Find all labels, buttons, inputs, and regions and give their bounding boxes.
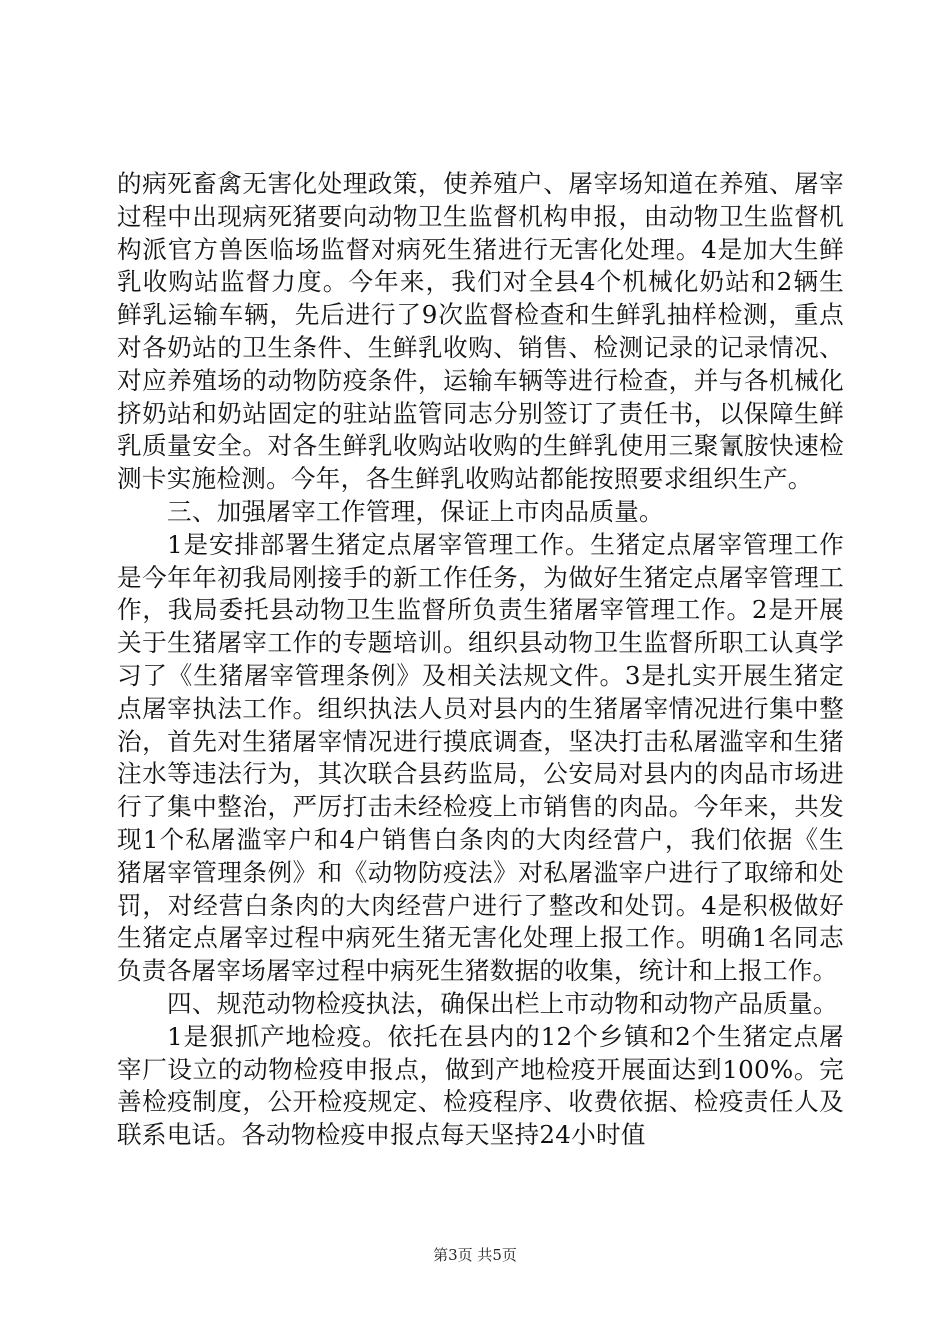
page-number-footer: 第3页 共5页: [433, 1246, 517, 1264]
paragraph-section-3: 1是安排部署生猪定点屠宰管理工作。生猪定点屠宰管理工作是今年年初我局刚接手的新工作任务，为做好生猪定点屠宰管理工作，我局委托县动物卫生监督所负责生猪屠宰管理工作。2是开展关于生猪屠宰工作的专题培训。组织县动物卫生监督所职工认真学习了《生猪屠宰管理条例》及相关法规文件。3是扎实开展生猪定点屠宰执法工作。组织执法人员对县内的生猪屠宰情况进行集中整治，首先对生猪屠宰情况进行摸底调查，坚决打击私屠滥宰和生猪注水等违法行为，其次联合县药监局，公安局对县内的肉品市场进行了集中整治，严厉打击未经检疫上市销售的肉品。今年来，共发现1个私屠滥宰户和4户销售白条肉的大肉经营户，我们依据《生猪屠宰管理条例》和《动物防疫法》对私屠滥宰户进行了取缔和处罚，对经营白条肉的大肉经营户进行了整改和处罚。4是积极做好生猪定点屠宰过程中病死生猪无害化处理上报工作。明确1名同志负责各屠宰场屠宰过程中病死生猪数据的收集，统计和上报工作。: [117, 529, 844, 986]
section-heading-4: 四、规范动物检疫执法，确保出栏上市动物和动物产品质量。: [167, 988, 838, 1018]
paragraph-continued: 的病死畜禽无害化处理政策，使养殖户、屠宰场知道在养殖、屠宰过程中出现病死猪要向动物卫生监督机构申报，由动物卫生监督机构派官方兽医临场监督对病死生猪进行无害化处理。4是加大生鲜乳收购站监督力度。今年来，我们对全县4个机械化奶站和2辆生鲜乳运输车辆，先后进行了9次监督检查和生鲜乳抽样检测，重点对各奶站的卫生条件、生鲜乳收购、销售、检测记录的记录情况、对应养殖场的动物防疫条件，运输车辆等进行检查，并与各机械化挤奶站和奶站固定的驻站监管同志分别签订了责任书，以保障生鲜乳质量安全。对各生鲜乳收购站收购的生鲜乳使用三聚氰胺快速检测卡实施检测。今年，各生鲜乳收购站都能按照要求组织生产。: [117, 169, 844, 494]
document-body: [117, 168, 844, 1152]
paragraph-section-4: 1是狠抓产地检疫。依托在县内的12个乡镇和2个生猪定点屠宰厂设立的动物检疫申报点，做到产地检疫开展面达到100%。完善检疫制度，公开检疫规定、检疫程序、收费依据、检疫责任人及联系电话。各动物检疫申报点每天坚持24小时值: [117, 1021, 844, 1150]
section-heading-3: 三、加强屠宰工作管理，保证上市肉品质量。: [167, 496, 664, 526]
